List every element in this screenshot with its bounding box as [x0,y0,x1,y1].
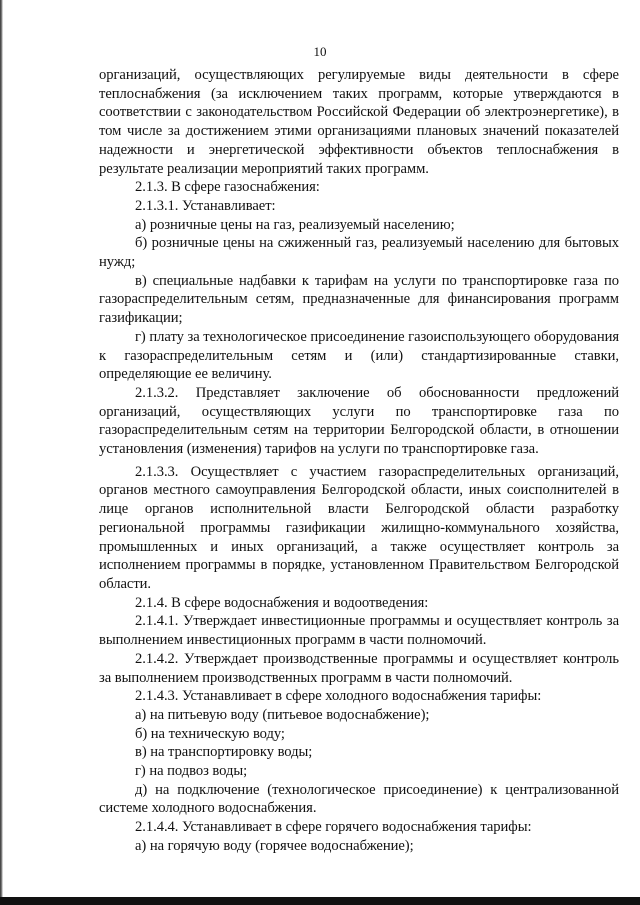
paragraph: 2.1.3.3. Осуществляет с участием газораспределительных организаций, органов местного самоуправления Белгородской области, иных соисполнителей в лице органов исполнительной власти Белгородской области разработку региональной программы газификации жилищно-коммунального хозяйства, промышленных и иных организаций, а также осуществляет контроль за исполнением программы в порядке, установленном Правительством Белгородской области. [99,463,619,592]
paragraph: организаций, осуществляющих регулируемые виды деятельности в сфере теплоснабжения (за исключением таких программ, которые утверждаются в соответствии с законодательством Российской Федерации об электроэнергетике), в том числе за достижением этими организациями плановых значений показателей надежности и энергетической эффективности объектов теплоснабжения в результате реализации мероприятий таких программ. [99,67,619,177]
list-item: в) на транспортировку воды; [135,744,313,761]
paragraph: 2.1.3.2. Представляет заключение об обоснованности предложений организаций, осуществляющих услуги по транспортировке газа по газораспределительным сетям на территории Белгородской области, в отношении установления (изменения) тарифов на услуги по транспортировке газа. [99,384,619,458]
list-item: б) розничные цены на сжиженный газ, реализуемый населению для бытовых нужд; [99,235,619,271]
list-item: в) специальные надбавки к тарифам на услуги по транспортировке газа по газораспределительным сетям, предназначенные для финансирования программ газификации; [99,272,619,327]
list-item: а) розничные цены на газ, реализуемый населению; [135,216,455,233]
paragraph: 2.1.4.1. Утверждает инвестиционные программы и осуществляет контроль за выполнением инвестиционных программ в части полномочий. [99,613,619,649]
section-heading: 2.1.4. В сфере водоснабжения и водоотведения: [135,594,429,611]
subsection-heading: 2.1.3.1. Устанавливает: [135,197,276,214]
list-item: а) на питьевую воду (питьевое водоснабжение); [135,706,430,723]
scan-bottom-edge [0,897,640,905]
section-heading: 2.1.3. В сфере газоснабжения: [135,179,320,196]
paragraph: 2.1.4.2. Утверждает производственные программы и осуществляет контроль за выполнением производственных программ в части полномочий. [99,650,619,686]
document-body [99,66,619,856]
paragraph: 2.1.4.3. Устанавливает в сфере холодного водоснабжения тарифы: [135,688,542,705]
list-item: б) на техническую воду; [135,725,285,742]
scan-left-edge [0,0,3,905]
list-item: а) на горячую воду (горячее водоснабжение); [135,837,414,854]
page-number: 10 [313,44,327,59]
list-item: г) на подвоз воды; [135,763,248,780]
list-item: д) на подключение (технологическое присоединение) к централизованной системе холодного водоснабжения. [99,781,619,817]
paragraph: 2.1.4.4. Устанавливает в сфере горячего водоснабжения тарифы: [135,819,532,836]
list-item: г) плату за технологическое присоединение газоиспользующего оборудования к газораспределительным сетям и (или) стандартизированные ставки, определяющие ее величину. [99,328,619,383]
